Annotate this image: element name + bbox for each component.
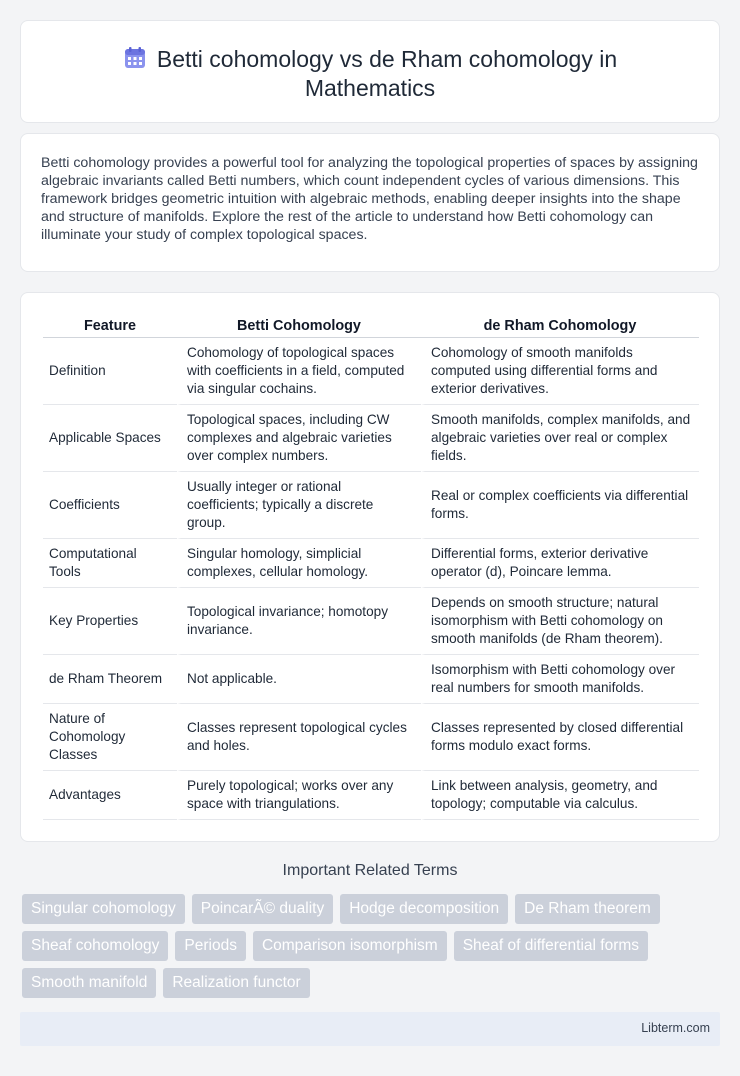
related-term-tag[interactable]: Sheaf of differential forms bbox=[454, 931, 648, 961]
feature-cell: Advantages bbox=[43, 771, 177, 820]
title-line-1: Betti cohomology vs de Rham cohomology in bbox=[156, 46, 618, 72]
comparison-card bbox=[20, 292, 720, 842]
table-row bbox=[43, 655, 699, 704]
related-terms-title: Important Related Terms bbox=[282, 862, 458, 879]
betti-cell: Classes represent topological cycles and holes. bbox=[177, 704, 421, 771]
header-feature: Feature bbox=[43, 315, 177, 338]
de-rham-cell: Depends on smooth structure; natural isomorphism with Betti cohomology on smooth manifolds (de Rham theorem). bbox=[421, 588, 699, 655]
feature-cell: Coefficients bbox=[43, 472, 177, 539]
feature-cell: Computational Tools bbox=[43, 539, 177, 588]
de-rham-cell: Smooth manifolds, complex manifolds, and algebraic varieties over real or complex fields. bbox=[421, 405, 699, 472]
intro-text: Betti cohomology provides a powerful tool for analyzing the topological properties of spaces by assigning algebraic invariants called Betti numbers, which count independent cycles of various dimensions. This framework bridges geometric intuition with algebraic methods, enabling deeper insights into the shape and structure of manifolds. Explore the rest of the article to understand how Betti cohomology can illuminate your study of complex topological spaces. bbox=[41, 155, 698, 243]
related-term-tag[interactable]: Singular cohomology bbox=[22, 894, 185, 924]
betti-cell: Not applicable. bbox=[177, 655, 421, 704]
related-term-tag[interactable]: Comparison isomorphism bbox=[253, 931, 447, 961]
comparison-table bbox=[43, 315, 699, 820]
de-rham-cell: Real or complex coefficients via differential forms. bbox=[421, 472, 699, 539]
feature-cell: Applicable Spaces bbox=[43, 405, 177, 472]
title-card bbox=[20, 20, 720, 123]
feature-cell: Key Properties bbox=[43, 588, 177, 655]
related-term-tag[interactable]: Realization functor bbox=[163, 968, 309, 998]
de-rham-cell: Differential forms, exterior derivative operator (d), Poincare lemma. bbox=[421, 539, 699, 588]
table-row bbox=[43, 539, 699, 588]
betti-cell: Topological invariance; homotopy invariance. bbox=[177, 588, 421, 655]
de-rham-cell: Link between analysis, geometry, and topology; computable via calculus. bbox=[421, 771, 699, 820]
header-betti: Betti Cohomology bbox=[177, 315, 421, 338]
related-term-tag[interactable]: Sheaf cohomology bbox=[22, 931, 168, 961]
table-row bbox=[43, 338, 699, 405]
feature-cell: Nature of Cohomology Classes bbox=[43, 704, 177, 771]
betti-cell: Cohomology of topological spaces with coefficients in a field, computed via singular cochains. bbox=[177, 338, 421, 405]
table-row bbox=[43, 704, 699, 771]
table-header-row bbox=[43, 315, 699, 338]
betti-cell: Purely topological; works over any space with triangulations. bbox=[177, 771, 421, 820]
title-line-2: Mathematics bbox=[304, 75, 436, 101]
footer bbox=[20, 1012, 720, 1046]
betti-cell: Usually integer or rational coefficients; typically a discrete group. bbox=[177, 472, 421, 539]
table-row bbox=[43, 472, 699, 539]
de-rham-cell: Cohomology of smooth manifolds computed using differential forms and exterior derivatives. bbox=[421, 338, 699, 405]
related-term-tag[interactable]: Periods bbox=[175, 931, 246, 961]
de-rham-cell: Classes represented by closed differential forms modulo exact forms. bbox=[421, 704, 699, 771]
table-row bbox=[43, 405, 699, 472]
feature-cell: Definition bbox=[43, 338, 177, 405]
de-rham-cell: Isomorphism with Betti cohomology over real numbers for smooth manifolds. bbox=[421, 655, 699, 704]
betti-cell: Singular homology, simplicial complexes, cellular homology. bbox=[177, 539, 421, 588]
page-title bbox=[21, 45, 719, 103]
feature-cell: de Rham Theorem bbox=[43, 655, 177, 704]
betti-cell: Topological spaces, including CW complexes and algebraic varieties over complex numbers. bbox=[177, 405, 421, 472]
table-row bbox=[43, 588, 699, 655]
table-row bbox=[43, 771, 699, 820]
related-term-tag[interactable]: Hodge decomposition bbox=[340, 894, 508, 924]
related-term-tag[interactable]: Smooth manifold bbox=[22, 968, 156, 998]
footer-brand-link[interactable]: Libterm.com bbox=[641, 1021, 710, 1035]
related-terms-list bbox=[22, 894, 722, 998]
intro-card bbox=[20, 133, 720, 272]
calendar-icon bbox=[123, 46, 147, 70]
related-term-tag[interactable]: De Rham theorem bbox=[515, 894, 660, 924]
header-de-rham: de Rham Cohomology bbox=[421, 315, 699, 338]
related-term-tag[interactable]: PoincarÃ© duality bbox=[192, 894, 333, 924]
